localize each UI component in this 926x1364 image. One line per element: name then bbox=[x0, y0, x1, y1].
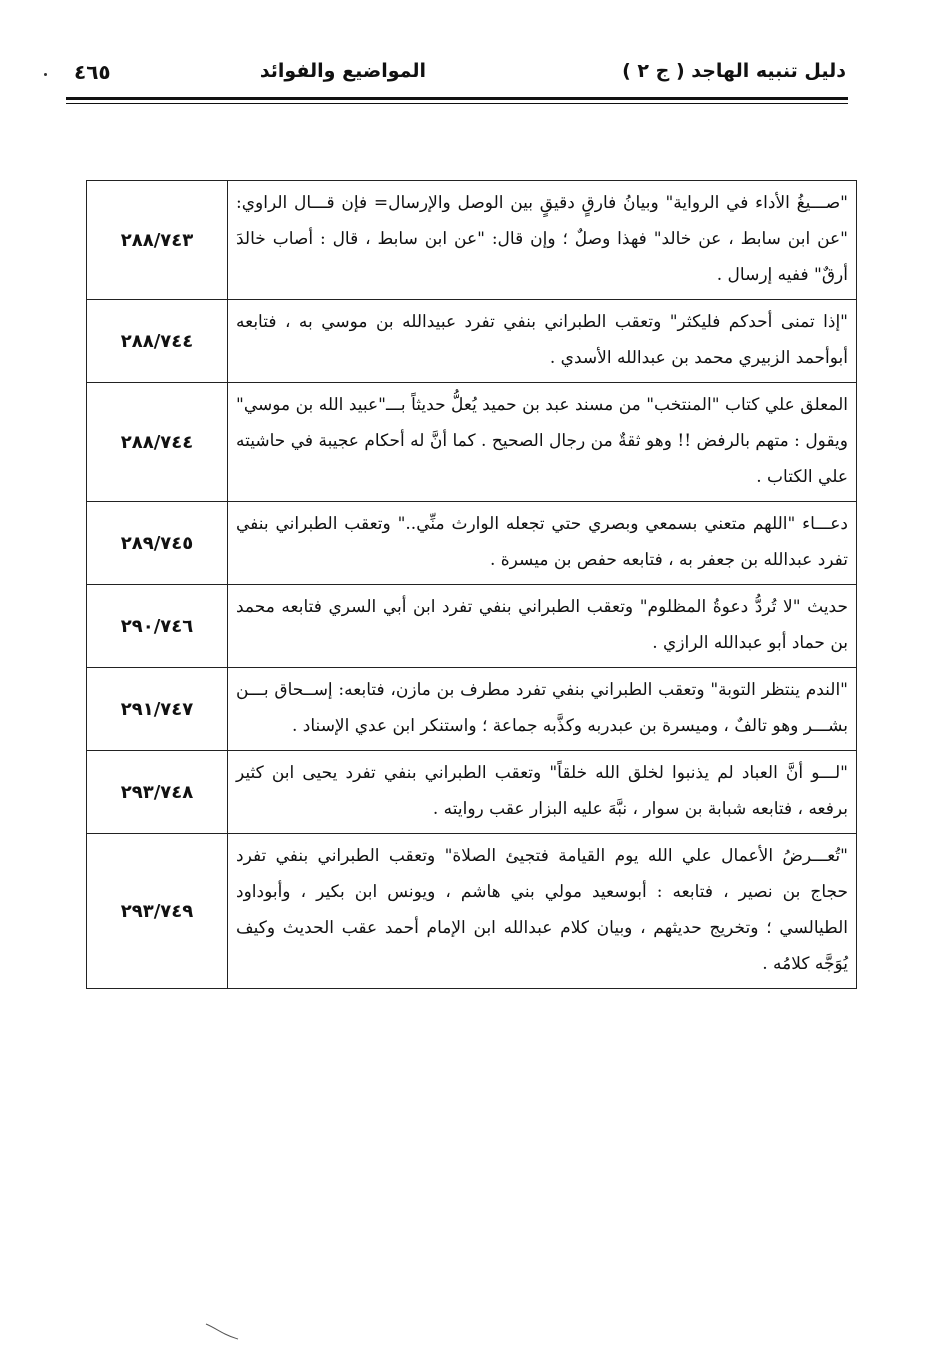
margin-dot bbox=[44, 73, 47, 76]
page-reference: ٢٩١/٧٤٧ bbox=[120, 698, 194, 720]
page-reference: ٢٨٨/٧٤٣ bbox=[120, 229, 194, 251]
page-reference-cell bbox=[87, 751, 228, 834]
page-reference-cell bbox=[87, 300, 228, 383]
topic-description: "تُعـــرضُ الأعمال علي الله يوم القيامة فتجيئ الصلاة" وتعقب الطبراني بنفي تفرد حجاج بن نصير ، فتابعه : أبوسعيد مولي بني هاشم ، ويونس ابن بكير ، وأبوداود الطيالسي ؛ وتخريج حديثهم ، وبيان كلام عبدالله ابن الإمام أحمد عقب الحديث وكيف يُوَجَّه كلامُه . bbox=[228, 834, 857, 989]
table-row bbox=[87, 668, 857, 751]
page-reference: ٢٨٨/٧٤٤ bbox=[120, 330, 194, 352]
stray-pen-mark bbox=[205, 1322, 239, 1340]
page-reference: ٢٨٩/٧٤٥ bbox=[120, 532, 194, 554]
page-reference-cell bbox=[87, 502, 228, 585]
topic-description: "الندم ينتظر التوبة" وتعقب الطبراني بنفي تفرد مطرف بن مازن، فتابعه: إســحاق بـــن بشـــر وهو تالفٌ ، وميسرة بن عبدربه وكذَّبه جماعة ؛ واستنكر ابن عدي الإسناد . bbox=[228, 668, 857, 751]
page-header bbox=[66, 58, 846, 90]
header-rule-thin bbox=[66, 103, 848, 104]
page-reference-cell bbox=[87, 181, 228, 300]
page-reference: ٢٩٠/٧٤٦ bbox=[120, 615, 194, 637]
page-reference-cell bbox=[87, 383, 228, 502]
table-row bbox=[87, 181, 857, 300]
topic-description: "إذا تمنى أحدكم فليكثر" وتعقب الطبراني بنفي تفرد عبيدالله بن موسي به ، فتابعه أبوأحمد الزبيري محمد بن عبدالله الأسدي . bbox=[228, 300, 857, 383]
header-rule-thick bbox=[66, 97, 848, 100]
table-row bbox=[87, 834, 857, 989]
table-row bbox=[87, 383, 857, 502]
table-row bbox=[87, 300, 857, 383]
topic-description: "صـــيغُ الأداء في الرواية" وبيانُ فارقٍ دقيقٍ بين الوصل والإرسال= فإن قـــال الراوي: "عن ابن سابط ، عن خالد" فهذا وصلٌ ؛ وإن قال: "عن ابن سابط ، قال : أصاب خالدَ أرقٌ" ففيه إرسال . bbox=[228, 181, 857, 300]
section-title: المواضيع والفوائد bbox=[259, 60, 426, 82]
topic-description: دعـــاء "اللهم متعني بسمعي وبصري حتي تجعله الوارث منِّي.." وتعقب الطبراني بنفي تفرد عبدالله بن جعفر به ، فتابعه حفص بن ميسرة . bbox=[228, 502, 857, 585]
topic-description: المعلق علي كتاب "المنتخب" من مسند عبد بن حميد يُعلُّ حديثاً بـــ"عبيد الله بن موسي" ويقول : متهم بالرفض !! وهو ثقةٌ من رجال الصحيح . كما أنَّ له أحكام عجيبة في حاشيته علي الكتاب . bbox=[228, 383, 857, 502]
table-row bbox=[87, 502, 857, 585]
page-reference-cell bbox=[87, 585, 228, 668]
page-reference: ٢٩٣/٧٤٨ bbox=[120, 781, 194, 803]
topic-description: "لـــو أنَّ العباد لم يذنبوا لخلق الله خلقاً" وتعقب الطبراني بنفي تفرد يحيى ابن كثير برفعه ، فتابعه شبابة بن سوار ، نبَّهَ عليه البزار عقب روايته . bbox=[228, 751, 857, 834]
table-row bbox=[87, 585, 857, 668]
page-reference-cell bbox=[87, 668, 228, 751]
page-reference: ٢٨٨/٧٤٤ bbox=[120, 431, 194, 453]
topic-description: حديث "لا تُردُّ دعوةُ المظلوم" وتعقب الطبراني بنفي تفرد ابن أبي السري فتابعه محمد بن حماد أبو عبدالله الرازي . bbox=[228, 585, 857, 668]
page-reference-cell bbox=[87, 834, 228, 989]
topics-index-table bbox=[86, 180, 857, 989]
table-row bbox=[87, 751, 857, 834]
book-title: دليل تنبيه الهاجد ( ج ٢ ) bbox=[622, 60, 846, 82]
page-reference: ٢٩٣/٧٤٩ bbox=[120, 900, 194, 922]
page-number: ٤٦٥ bbox=[74, 60, 111, 84]
